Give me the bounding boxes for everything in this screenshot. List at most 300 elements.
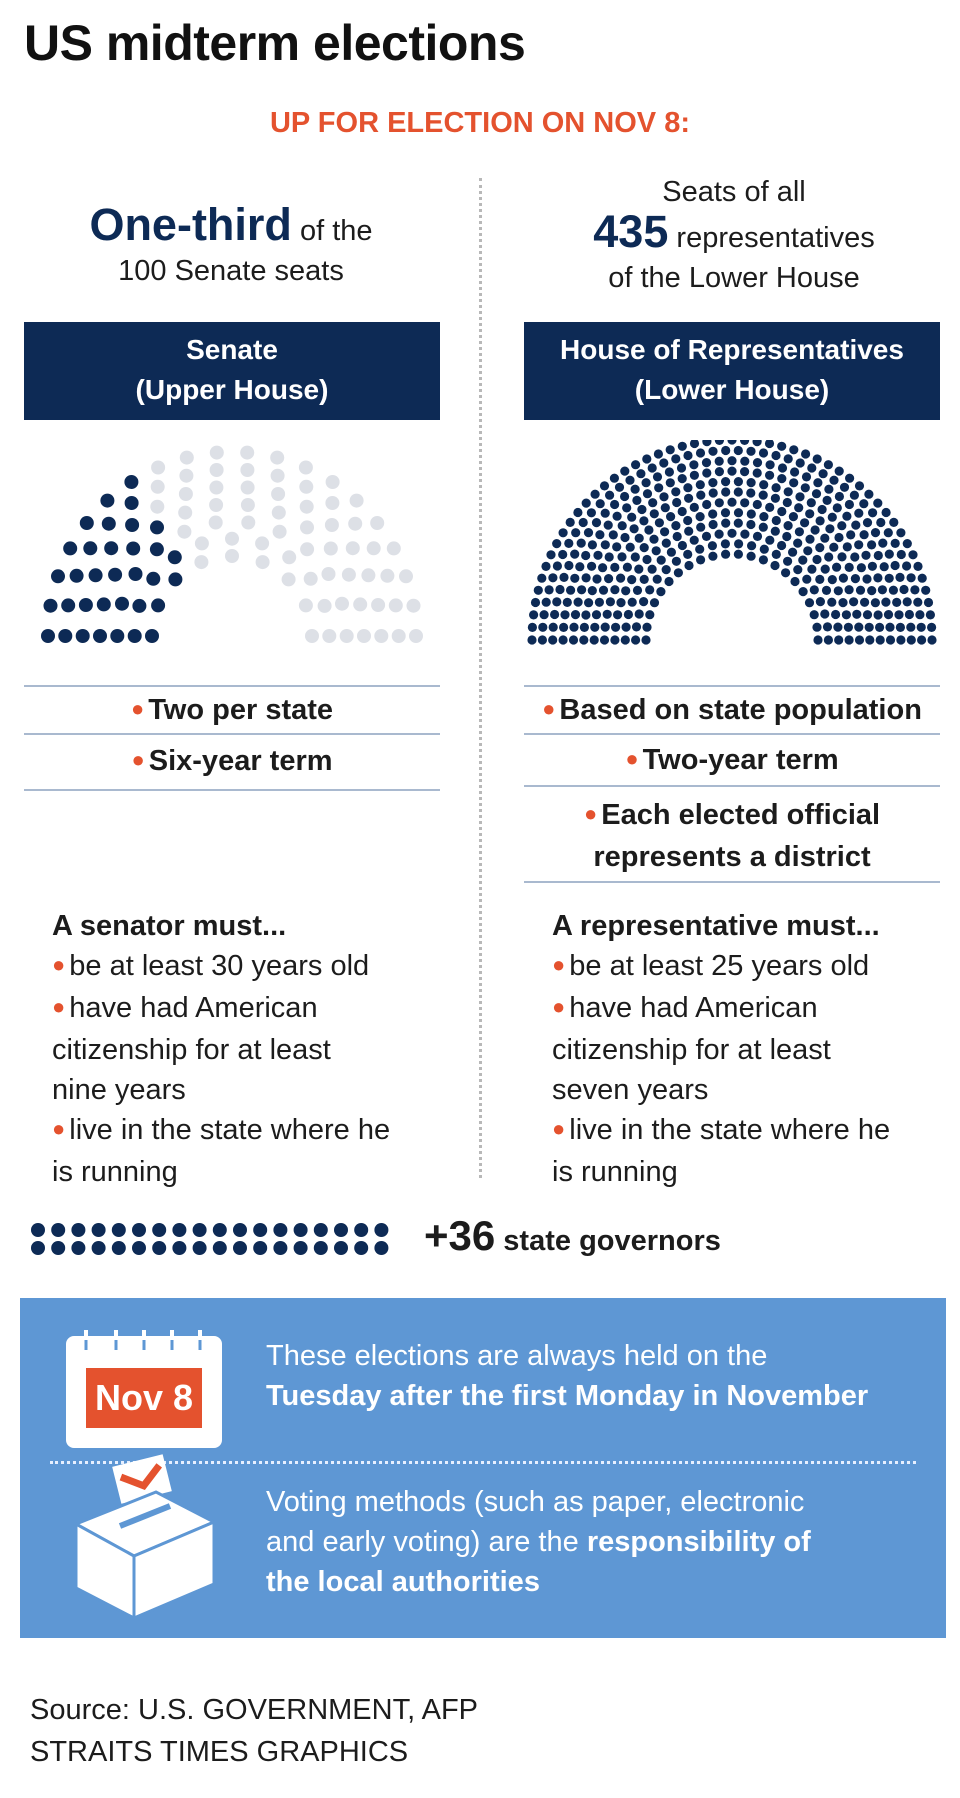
seat-up-for-election — [715, 530, 724, 539]
seat-up-for-election — [671, 487, 680, 496]
seat-up-for-election — [577, 539, 586, 548]
seat-not-up — [209, 481, 223, 495]
governor-seat — [334, 1241, 348, 1255]
seat-up-for-election — [559, 573, 568, 582]
seat-up-for-election — [529, 610, 538, 619]
info-voting-methods — [266, 1482, 926, 1602]
seat-up-for-election — [110, 629, 124, 643]
seat-up-for-election — [833, 503, 842, 512]
seat-up-for-election — [587, 508, 596, 517]
seat-up-for-election — [592, 610, 601, 619]
seat-up-for-election — [696, 523, 705, 532]
seat-up-for-election — [624, 610, 633, 619]
seat-up-for-election — [846, 530, 855, 539]
governor-seat — [354, 1241, 368, 1255]
senate-req-2-line3: nine years — [52, 1074, 186, 1106]
seat-up-for-election — [709, 488, 718, 497]
seat-not-up — [271, 487, 285, 501]
seat-up-for-election — [545, 585, 554, 594]
seat-up-for-election — [582, 573, 591, 582]
seat-up-for-election — [41, 629, 55, 643]
seat-up-for-election — [907, 573, 916, 582]
seat-up-for-election — [845, 585, 854, 594]
seat-up-for-election — [569, 623, 578, 632]
bullet-icon: ● — [542, 696, 556, 721]
seat-up-for-election — [654, 449, 663, 458]
seat-not-up — [361, 568, 375, 582]
seat-up-for-election — [844, 623, 853, 632]
seat-up-for-election — [793, 539, 802, 548]
seat-up-for-election — [863, 610, 872, 619]
seat-up-for-election — [83, 541, 97, 555]
seat-up-for-election — [783, 557, 792, 566]
seat-up-for-election — [564, 539, 573, 548]
seat-not-up — [407, 599, 421, 613]
seat-not-up — [273, 525, 287, 539]
seat-up-for-election — [926, 610, 935, 619]
seat-up-for-election — [642, 623, 651, 632]
house-req-item-2 — [552, 988, 946, 1030]
seat-up-for-election — [874, 610, 883, 619]
seat-up-for-election — [678, 442, 687, 451]
governors-count: +36 — [424, 1212, 496, 1259]
seat-up-for-election — [590, 635, 599, 644]
seat-up-for-election — [146, 572, 160, 586]
seat-up-for-election — [721, 446, 730, 455]
seat-up-for-election — [740, 498, 749, 507]
seat-up-for-election — [721, 519, 730, 528]
house-req-2-line3: seven years — [552, 1074, 709, 1106]
seat-up-for-election — [666, 478, 675, 487]
seat-up-for-election — [777, 474, 786, 483]
seat-up-for-election — [813, 454, 822, 463]
seat-up-for-election — [570, 574, 579, 583]
seat-up-for-election — [643, 489, 652, 498]
seat-not-up — [282, 572, 296, 586]
seat-not-up — [340, 629, 354, 643]
seat-up-for-election — [592, 574, 601, 583]
seat-up-for-election — [168, 550, 182, 564]
seat-up-for-election — [151, 598, 165, 612]
seat-up-for-election — [740, 530, 749, 539]
seat-up-for-election — [650, 598, 659, 607]
seat-up-for-election — [44, 599, 58, 613]
seat-up-for-election — [540, 610, 549, 619]
seat-up-for-election — [633, 586, 642, 595]
seat-up-for-election — [834, 533, 843, 542]
seat-up-for-election — [878, 585, 887, 594]
seat-not-up — [180, 451, 194, 465]
seat-up-for-election — [97, 597, 111, 611]
governor-seat — [374, 1241, 388, 1255]
seat-up-for-election — [584, 528, 593, 537]
seat-up-for-election — [829, 543, 838, 552]
bullet-icon: ● — [52, 1116, 66, 1141]
seat-up-for-election — [721, 487, 730, 496]
house-intro-rest: representatives — [668, 222, 875, 254]
seat-up-for-election — [655, 518, 664, 527]
seat-up-for-election — [875, 623, 884, 632]
governor-seat — [294, 1241, 308, 1255]
seat-up-for-election — [816, 516, 825, 525]
seat-up-for-election — [721, 477, 730, 486]
seat-up-for-election — [635, 534, 644, 543]
seat-up-for-election — [89, 568, 103, 582]
seat-not-up — [392, 629, 406, 643]
house-feature-2-text: Two-year term — [642, 744, 839, 776]
seat-not-up — [179, 469, 193, 483]
seat-up-for-election — [880, 562, 889, 571]
house-req-3-line1: live in the state where he — [569, 1114, 891, 1146]
seat-not-up — [271, 469, 285, 483]
seat-up-for-election — [618, 521, 627, 530]
seat-up-for-election — [876, 518, 885, 527]
bullet-icon: ● — [552, 952, 566, 977]
seat-up-for-election — [553, 561, 562, 570]
seat-up-for-election — [601, 509, 610, 518]
seat-up-for-election — [661, 503, 670, 512]
seat-up-for-election — [635, 609, 644, 618]
seat-up-for-election — [798, 556, 807, 565]
seat-up-for-election — [690, 440, 699, 448]
seat-up-for-election — [603, 610, 612, 619]
seat-up-for-election — [801, 483, 810, 492]
seat-up-for-election — [51, 569, 65, 583]
seat-up-for-election — [93, 629, 107, 643]
seat-up-for-election — [824, 460, 833, 469]
seat-up-for-election — [552, 539, 561, 548]
house-feature-2 — [524, 735, 940, 787]
seat-up-for-election — [76, 629, 90, 643]
house-intro-line1: Seats of all — [662, 176, 806, 208]
seat-up-for-election — [640, 575, 649, 584]
seat-up-for-election — [885, 574, 894, 583]
seat-up-for-election — [839, 574, 848, 583]
governor-seat — [152, 1223, 166, 1237]
seat-not-up — [346, 541, 360, 555]
seat-up-for-election — [696, 512, 705, 521]
seat-up-for-election — [854, 509, 863, 518]
senate-feature-2-text: Six-year term — [148, 745, 333, 777]
seat-up-for-election — [753, 440, 762, 446]
seat-up-for-election — [677, 463, 686, 472]
seat-up-for-election — [574, 598, 583, 607]
governor-seat — [233, 1241, 247, 1255]
bullet-icon: ● — [131, 747, 145, 772]
seat-up-for-election — [765, 440, 774, 448]
seat-up-for-election — [892, 598, 901, 607]
senate-req-1-line1: be at least 30 years old — [69, 950, 370, 982]
seat-up-for-election — [654, 483, 663, 492]
senate-req-3-line2: is running — [52, 1156, 178, 1188]
governor-seat — [51, 1223, 65, 1237]
seat-not-up — [195, 536, 209, 550]
seat-up-for-election — [642, 555, 651, 564]
senate-feature-2 — [24, 735, 440, 791]
governor-seat — [314, 1223, 328, 1237]
seat-up-for-election — [790, 467, 799, 476]
seat-up-for-election — [528, 623, 537, 632]
seat-up-for-election — [61, 598, 75, 612]
governor-seat — [92, 1241, 106, 1255]
seat-not-up — [389, 598, 403, 612]
senate-box-line2: (Upper House) — [135, 374, 329, 405]
seat-up-for-election — [789, 512, 798, 521]
seat-up-for-election — [657, 556, 666, 565]
governor-seat — [213, 1241, 227, 1255]
seat-not-up — [256, 555, 270, 569]
seat-not-up — [225, 549, 239, 563]
governor-seat — [112, 1241, 126, 1255]
seat-up-for-election — [837, 552, 846, 561]
governor-seat — [152, 1241, 166, 1255]
seat-up-for-election — [550, 610, 559, 619]
house-box-line2: (Lower House) — [634, 374, 830, 405]
seat-up-for-election — [639, 516, 648, 525]
seat-up-for-election — [861, 551, 870, 560]
house-feature-1-text: Based on state population — [559, 694, 922, 726]
calendar-date: Nov 8 — [94, 1377, 194, 1418]
seat-not-up — [342, 568, 356, 582]
governor-seat — [334, 1223, 348, 1237]
seat-up-for-election — [863, 518, 872, 527]
seat-up-for-election — [684, 561, 693, 570]
senate-requirements — [52, 906, 442, 1192]
seat-up-for-election — [80, 516, 94, 530]
seat-up-for-election — [678, 474, 687, 483]
house-feature-1 — [524, 687, 940, 735]
seat-not-up — [325, 518, 339, 532]
seat-up-for-election — [702, 500, 711, 509]
senate-req-item-3 — [52, 1110, 442, 1152]
seat-up-for-election — [795, 492, 804, 501]
governor-seat — [374, 1223, 388, 1237]
seat-up-for-election — [811, 525, 820, 534]
seat-up-for-election — [549, 623, 558, 632]
seat-up-for-election — [789, 445, 798, 454]
seat-up-for-election — [789, 478, 798, 487]
seat-not-up — [305, 629, 319, 643]
seat-up-for-election — [878, 539, 887, 548]
seat-up-for-election — [605, 491, 614, 500]
seat-up-for-election — [913, 598, 922, 607]
seat-up-for-election — [759, 491, 768, 500]
seat-up-for-election — [859, 499, 868, 508]
seat-up-for-election — [860, 530, 869, 539]
governor-seat — [51, 1241, 65, 1255]
seat-up-for-election — [683, 451, 692, 460]
seat-not-up — [324, 542, 338, 556]
bullet-icon: ● — [625, 746, 639, 771]
seat-up-for-election — [734, 477, 743, 486]
seat-up-for-election — [917, 635, 926, 644]
seat-up-for-election — [584, 598, 593, 607]
seat-up-for-election — [772, 483, 781, 492]
seat-up-for-election — [627, 575, 636, 584]
seat-up-for-election — [672, 557, 681, 566]
seat-up-for-election — [837, 521, 846, 530]
seat-up-for-election — [559, 635, 568, 644]
seat-up-for-election — [573, 508, 582, 517]
seat-up-for-election — [865, 623, 874, 632]
seat-up-for-election — [805, 598, 814, 607]
seat-up-for-election — [558, 550, 567, 559]
seat-up-for-election — [831, 610, 840, 619]
seat-up-for-election — [802, 575, 811, 584]
seat-up-for-election — [802, 472, 811, 481]
seat-up-for-election — [834, 586, 843, 595]
seat-up-for-election — [531, 598, 540, 607]
seat-not-up — [322, 629, 336, 643]
seat-not-up — [357, 629, 371, 643]
seat-up-for-election — [783, 498, 792, 507]
governor-seat — [71, 1223, 85, 1237]
seat-up-for-election — [740, 440, 749, 445]
seat-up-for-election — [823, 496, 832, 505]
seat-up-for-election — [570, 550, 579, 559]
governor-seat — [193, 1223, 207, 1237]
seat-up-for-election — [617, 552, 626, 561]
seat-up-for-election — [609, 530, 618, 539]
seat-up-for-election — [124, 475, 138, 489]
seat-up-for-election — [678, 507, 687, 516]
governors-label — [424, 1212, 721, 1260]
seat-not-up — [272, 506, 286, 520]
seat-up-for-election — [897, 550, 906, 559]
seat-up-for-election — [622, 503, 631, 512]
seat-up-for-election — [784, 487, 793, 496]
seat-up-for-election — [885, 550, 894, 559]
seat-up-for-election — [690, 503, 699, 512]
seat-up-for-election — [636, 469, 645, 478]
seat-up-for-election — [873, 499, 882, 508]
seat-up-for-election — [580, 623, 589, 632]
seat-up-for-election — [871, 528, 880, 537]
seat-up-for-election — [777, 442, 786, 451]
seat-up-for-election — [684, 527, 693, 536]
seat-up-for-election — [630, 524, 639, 533]
seat-up-for-election — [825, 524, 834, 533]
senate-req-heading: A senator must... — [52, 910, 287, 942]
seat-up-for-election — [628, 598, 637, 607]
seat-up-for-election — [850, 491, 859, 500]
seat-up-for-election — [813, 635, 822, 644]
senate-box-line1: Senate — [186, 334, 278, 365]
seat-up-for-election — [833, 623, 842, 632]
seat-up-for-election — [632, 622, 641, 631]
seat-up-for-election — [868, 562, 877, 571]
seat-up-for-election — [79, 598, 93, 612]
seat-not-up — [210, 463, 224, 477]
seat-not-up — [178, 506, 192, 520]
seat-up-for-election — [771, 451, 780, 460]
seat-not-up — [240, 446, 254, 460]
seat-up-for-election — [777, 541, 786, 550]
seat-up-for-election — [895, 573, 904, 582]
seat-not-up — [209, 516, 223, 530]
governor-seat — [112, 1223, 126, 1237]
seat-up-for-election — [650, 509, 659, 518]
seat-up-for-election — [548, 635, 557, 644]
seat-up-for-election — [843, 542, 852, 551]
seat-up-for-election — [593, 551, 602, 560]
house-req-3-line2: is running — [552, 1156, 678, 1188]
seat-up-for-election — [588, 586, 597, 595]
seat-up-for-election — [796, 458, 805, 467]
seat-up-for-election — [896, 635, 905, 644]
governor-dots — [30, 1222, 410, 1256]
seat-up-for-election — [902, 561, 911, 570]
senate-req-2-line2: citizenship for at least — [52, 1034, 331, 1066]
seat-up-for-election — [662, 565, 671, 574]
seat-up-for-election — [759, 555, 768, 564]
seat-up-for-election — [765, 503, 774, 512]
seat-up-for-election — [563, 598, 572, 607]
seat-not-up — [370, 516, 384, 530]
seat-up-for-election — [816, 597, 825, 606]
seat-up-for-election — [917, 623, 926, 632]
seat-up-for-election — [600, 481, 609, 490]
seat-up-for-election — [625, 476, 634, 485]
seat-up-for-election — [648, 565, 657, 574]
seat-up-for-election — [889, 518, 898, 527]
seat-up-for-election — [740, 457, 749, 466]
seat-up-for-election — [812, 489, 821, 498]
seat-up-for-election — [601, 540, 610, 549]
seat-up-for-election — [591, 490, 600, 499]
seat-not-up — [299, 480, 313, 494]
seat-up-for-election — [606, 597, 615, 606]
seat-up-for-election — [642, 454, 651, 463]
seat-up-for-election — [612, 542, 621, 551]
seat-up-for-election — [620, 492, 629, 501]
seat-up-for-election — [631, 635, 640, 644]
seat-up-for-election — [828, 513, 837, 522]
house-req-item-1 — [552, 946, 946, 988]
seat-up-for-election — [683, 483, 692, 492]
seat-up-for-election — [542, 598, 551, 607]
seat-up-for-election — [648, 463, 657, 472]
seat-up-for-election — [753, 500, 762, 509]
seat-up-for-election — [674, 568, 683, 577]
seat-up-for-election — [867, 540, 876, 549]
seat-up-for-election — [788, 548, 797, 557]
senate-req-item-2 — [52, 988, 442, 1030]
seat-up-for-election — [708, 541, 717, 550]
house-header-box — [524, 322, 940, 420]
seat-up-for-election — [648, 498, 657, 507]
seat-up-for-election — [800, 518, 809, 527]
seat-up-for-election — [884, 528, 893, 537]
seat-up-for-election — [649, 535, 658, 544]
seat-up-for-election — [559, 528, 568, 537]
seat-up-for-election — [659, 458, 668, 467]
seat-up-for-election — [639, 597, 648, 606]
seat-up-for-election — [715, 467, 724, 476]
seat-up-for-election — [765, 471, 774, 480]
seat-up-for-election — [794, 503, 803, 512]
seat-up-for-election — [894, 610, 903, 619]
seat-up-for-election — [899, 585, 908, 594]
seat-up-for-election — [604, 521, 613, 530]
governor-seat — [132, 1241, 146, 1255]
seat-up-for-election — [690, 471, 699, 480]
seat-up-for-election — [896, 528, 905, 537]
calendar-icon — [64, 1326, 224, 1450]
seat-up-for-election — [642, 478, 651, 487]
seat-up-for-election — [605, 552, 614, 561]
seat-up-for-election — [653, 575, 662, 584]
